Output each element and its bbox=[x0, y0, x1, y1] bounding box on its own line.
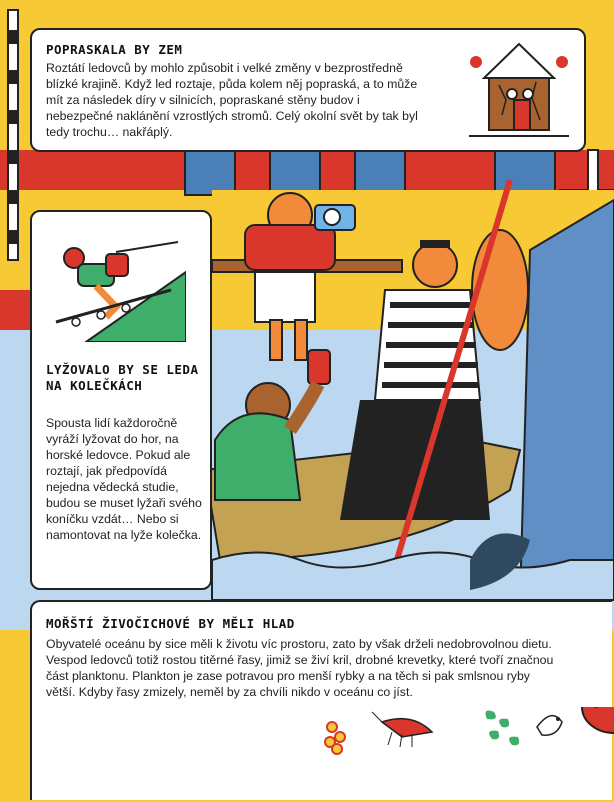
card-cracked-ground bbox=[30, 28, 586, 152]
skier-on-wheels-icon bbox=[46, 232, 186, 342]
section-text: Spousta lidí každoročně vyráží lyžovat do hor, na horské ledovce. Pokud ale roztají, jak předpovídá nejedna vědecká studie, budou se muset lyžaři svého koníčku vzdát… Nebo si namontovat na lyže kolečka. bbox=[46, 416, 202, 542]
card-skiing bbox=[30, 210, 212, 590]
red-fish-icon bbox=[582, 707, 614, 733]
cracked-house-icon bbox=[464, 40, 574, 144]
wall-red-left bbox=[0, 290, 30, 330]
section-title: LYŽOVALO BY SE LEDA NA KOLEČKÁCH bbox=[46, 362, 199, 393]
plankton-illustrations bbox=[322, 707, 614, 802]
shrimp-icon bbox=[537, 716, 562, 736]
mooring-pole-left bbox=[8, 10, 18, 260]
section-title: MOŘŠTÍ ŽIVOČICHOVÉ BY MĚLI HLAD bbox=[46, 616, 295, 631]
section-title: POPRASKALA BY ZEM bbox=[46, 42, 183, 57]
krill-icon bbox=[372, 712, 432, 747]
section-text: Obyvatelé oceánu by sice měli k životu víc prostoru, zato by však drželi nedobrovolnou dietu. Vespod ledovců totiž rostou titěrné řasy, jimiž se živí kril, drobné krevetky, které tvoří značnou část planktonu. Plankton je zase potravou pro menší rybky a na těch si pak smlsnou ryby větší. Kdyby řasy zmizely, neměl by za chvíli nikdo v oceánu co jíst. bbox=[46, 637, 554, 699]
fish-eggs-icon bbox=[325, 722, 345, 754]
rock bbox=[520, 200, 614, 600]
card-marine-animals bbox=[30, 600, 612, 800]
section-text: Roztátí ledovců by mohlo způsobit i velké změny v bezprostředně blízké krajině. Když led roztaje, půda kolem něj popraská, a to může mít za následek díry v silnicích, popraskané stěny budov i nebezpečné naklánění vzrostlých stromů. Celý okolní svět by tak byl tedy trochu… nakřáplý. bbox=[46, 61, 418, 139]
algae-icon bbox=[486, 711, 520, 746]
